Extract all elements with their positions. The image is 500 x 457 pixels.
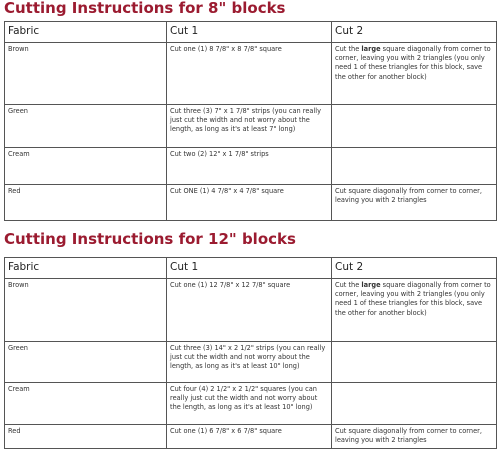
cut1-cell: Cut two (2) 12" x 1 7/8" strips	[167, 148, 332, 185]
column-header-fabric: Fabric	[5, 22, 167, 43]
fabric-cell: Brown	[5, 43, 167, 105]
cut2-text: square diagonally from corner to corner, leaving you with 2 triangles (you only need 1 of these triangles for this block, save the other for another block)	[335, 281, 491, 317]
cut1-cell: Cut one (1) 8 7/8" x 8 7/8" square	[167, 43, 332, 105]
table-header-row	[5, 258, 497, 279]
column-header-cut-2: Cut 2	[332, 22, 497, 43]
column-header-cut-1: Cut 1	[167, 22, 332, 43]
table-row	[5, 383, 497, 425]
fabric-cell: Cream	[5, 383, 167, 425]
table-row	[5, 279, 497, 342]
cut2-text: square diagonally from corner to corner, leaving you with 2 triangles (you only need 1 of these triangles for this block, save the other for another block)	[335, 45, 491, 81]
cut2-bold-text: large	[361, 281, 381, 289]
cut1-cell: Cut one (1) 6 7/8" x 6 7/8" square	[167, 425, 332, 449]
table-row	[5, 185, 497, 221]
cut1-cell: Cut ONE (1) 4 7/8" x 4 7/8" square	[167, 185, 332, 221]
fabric-cell: Brown	[5, 279, 167, 342]
cutting-table-12-inch	[4, 257, 497, 449]
section-title-12-inch: Cutting Instructions for 12" blocks	[4, 230, 296, 248]
cut1-cell: Cut one (1) 12 7/8" x 12 7/8" square	[167, 279, 332, 342]
table-row	[5, 43, 497, 105]
fabric-cell: Cream	[5, 148, 167, 185]
table-row	[5, 342, 497, 383]
fabric-cell: Red	[5, 425, 167, 449]
section-title-8-inch: Cutting Instructions for 8" blocks	[4, 0, 286, 17]
cut2-cell	[332, 425, 497, 449]
cut2-cell	[332, 279, 497, 342]
cut2-cell	[332, 148, 497, 185]
table-header-row	[5, 22, 497, 43]
fabric-cell: Green	[5, 105, 167, 148]
cut2-cell	[332, 105, 497, 148]
cut2-cell	[332, 43, 497, 105]
cut2-text: Cut the	[335, 281, 362, 289]
cut1-cell: Cut four (4) 2 1/2" x 2 1/2" squares (you can really just cut the width and not worry about the length, as long as it's at least 10" long)	[167, 383, 332, 425]
table-row	[5, 425, 497, 449]
cut2-cell	[332, 185, 497, 221]
fabric-cell: Red	[5, 185, 167, 221]
column-header-fabric: Fabric	[5, 258, 167, 279]
cut1-cell: Cut three (3) 14" x 2 1/2" strips (you can really just cut the width and not worry about the length, as long as it's at least 10" long)	[167, 342, 332, 383]
cut2-text: Cut square diagonally from corner to corner, leaving you with 2 triangles	[335, 427, 482, 445]
cut2-text: Cut the	[335, 45, 362, 53]
cut2-text: Cut square diagonally from corner to corner, leaving you with 2 triangles	[335, 187, 482, 205]
fabric-cell: Green	[5, 342, 167, 383]
table-row	[5, 105, 497, 148]
cut2-cell	[332, 383, 497, 425]
column-header-cut-1: Cut 1	[167, 258, 332, 279]
table-row	[5, 148, 497, 185]
column-header-cut-2: Cut 2	[332, 258, 497, 279]
cutting-table-8-inch	[4, 21, 497, 221]
cut2-bold-text: large	[361, 45, 381, 53]
cut2-cell	[332, 342, 497, 383]
cut1-cell: Cut three (3) 7" x 1 7/8" strips (you can really just cut the width and not worry about the length, as long as it's at least 7" long)	[167, 105, 332, 148]
